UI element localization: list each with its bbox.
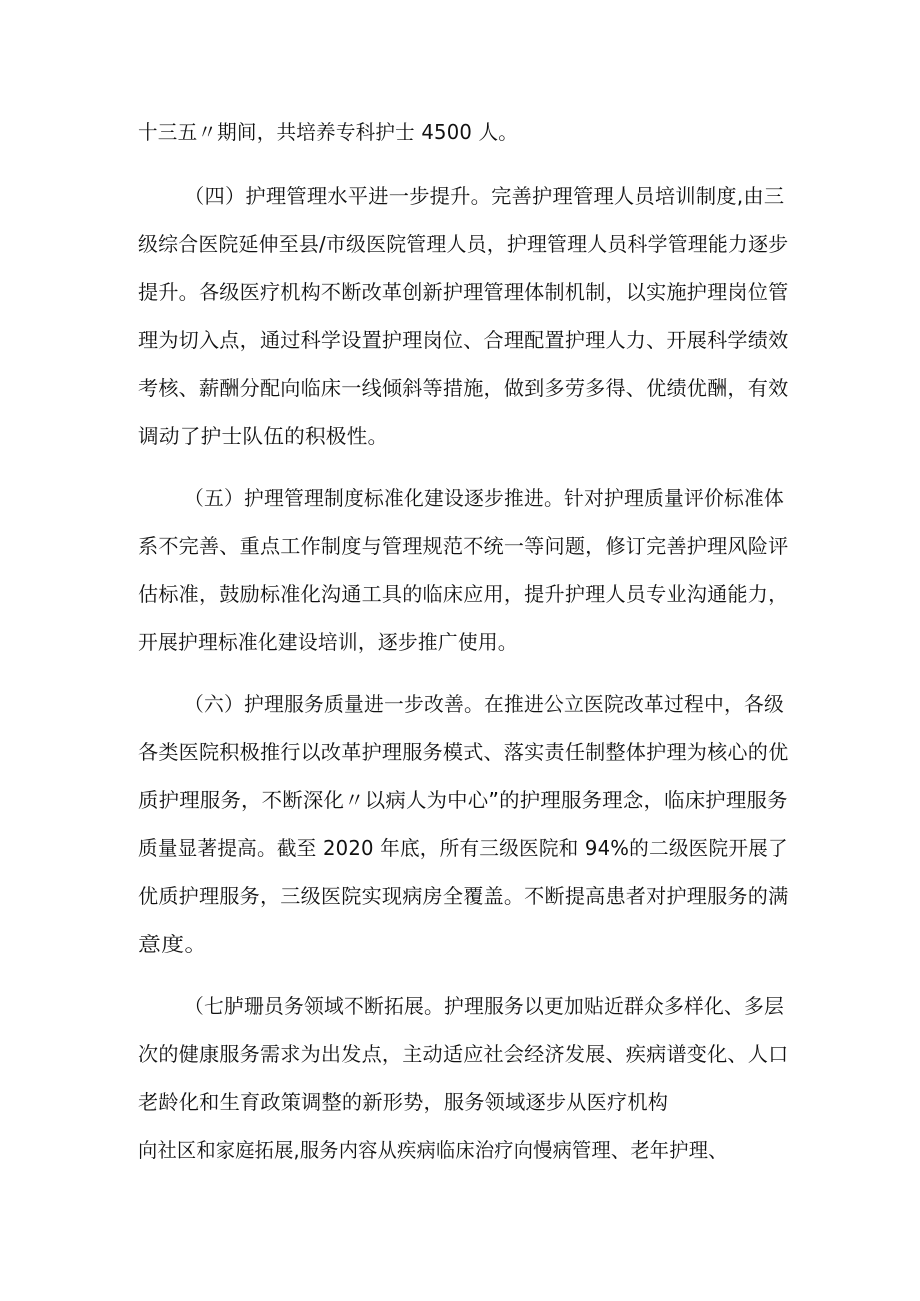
text-line: 理为切入点，通过科学设置护理岗位、合理配置护理人力、开展科学绩效 xyxy=(138,328,789,352)
text-line: 调动了护士队伍的积极性。 xyxy=(138,424,389,448)
text-line: 老龄化和生育政策调整的新形势，服务领域逐步从医疗机构 xyxy=(138,1090,669,1114)
text-line: 质量显著提高。截至 2020 年底，所有三级医院和 94%的二级医院开展了 xyxy=(138,836,788,860)
text-line: 质护理服务，不断深化〃以病人为中心”的护理服务理念，临床护理服务 xyxy=(138,788,788,812)
text-line: 向社区和家庭拓展,服务内容从疾病临床治疗向慢病管理、老年护理、 xyxy=(138,1138,728,1162)
text-line: 各类医院积极推行以改革护理服务模式、落实责任制整体护理为核心的优 xyxy=(138,740,789,764)
paragraph-heading-line: （四）护理管理水平进一步提升。完善护理管理人员培训制度,由三 xyxy=(184,184,785,208)
paragraph-heading-line: （七胪珊员务领域不断拓展。护理服务以更加贴近群众多样化、多层 xyxy=(184,994,784,1018)
text-line: 考核、薪酬分配向临床一线倾斜等措施，做到多劳多得、优绩优酬，有效 xyxy=(138,376,789,400)
text-line: 系不完善、重点工作制度与管理规范不统一等问题，修订完善护理风险评 xyxy=(138,534,789,558)
text-line: 估标准，鼓励标准化沟通工具的临床应用，提升护理人员专业沟通能力， xyxy=(138,582,789,606)
text-line: 意度。 xyxy=(138,932,208,956)
text-line: 级综合医院延伸至县/市级医院管理人员，护理管理人员科学管理能力逐步 xyxy=(138,232,789,256)
text-line: 提升。各级医疗机构不断改革创新护理管理体制机制，以实施护理岗位管 xyxy=(138,280,789,304)
text-line: 优质护理服务，三级医院实现病房全覆盖。不断提高患者对护理服务的满 xyxy=(138,884,789,908)
text-line: 次的健康服务需求为出发点，主动适应社会经济发展、疾病谱变化、人口 xyxy=(138,1042,789,1066)
text-line: 开展护理标准化建设培训，逐步推广使用。 xyxy=(138,630,518,654)
text-line: 十三五〃期间，共培养专科护士 4500 人。 xyxy=(138,120,519,144)
paragraph-heading-line: （六）护理服务质量进一步改善。在推进公立医院改革过程中，各级 xyxy=(184,692,784,716)
paragraph-heading-line: （五）护理管理制度标准化建设逐步推进。针对护理质量评价标准体 xyxy=(184,486,784,510)
